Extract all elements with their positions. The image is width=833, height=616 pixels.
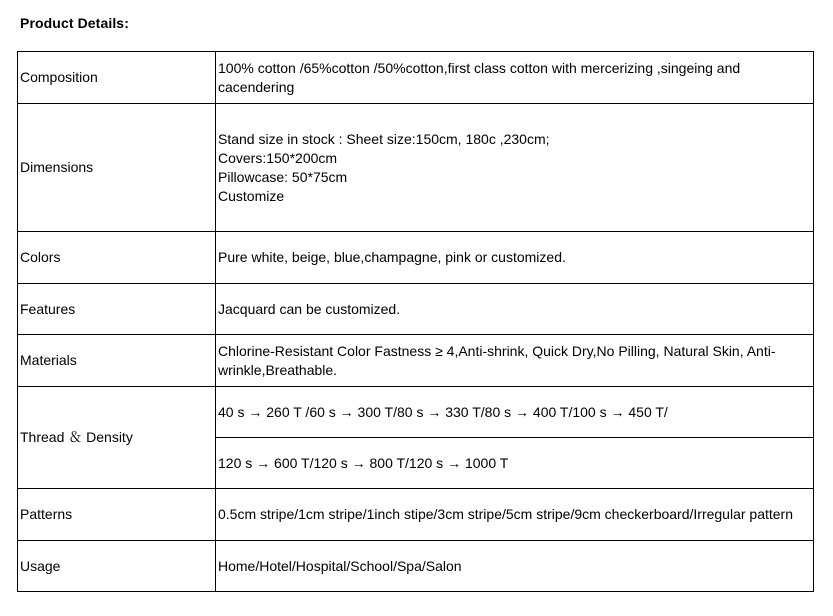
row-value-features: Jacquard can be customized. xyxy=(216,284,814,335)
table-row-dimensions xyxy=(18,104,814,232)
section-heading: Product Details: xyxy=(20,15,129,31)
table-row-materials xyxy=(18,335,814,387)
row-label-patterns: Patterns xyxy=(18,489,216,541)
row-value-thread-density-2: 120 s → 600 T/120 s → 800 T/120 s → 1000 T xyxy=(216,438,814,489)
dimensions-line-customize: Customize xyxy=(218,187,285,204)
table-row-features xyxy=(18,284,814,335)
table-row-usage xyxy=(18,541,814,592)
table-row-composition xyxy=(18,52,814,104)
product-details-table xyxy=(17,51,814,592)
row-value-thread-density-1: 40 s → 260 T /60 s → 300 T/80 s → 330 T/80 s → 400 T/100 s → 450 T/ xyxy=(216,387,814,438)
row-value-composition: 100% cotton /65%cotton /50%cotton,first class cotton with mercerizing ,singeing and cacendering xyxy=(216,52,814,104)
row-value-dimensions xyxy=(216,104,814,232)
row-label-features: Features xyxy=(18,284,216,335)
row-label-dimensions: Dimensions xyxy=(18,104,216,232)
dimensions-line-stock: Stand size in stock : Sheet size:150cm, 180c ,230cm; xyxy=(218,130,550,147)
row-value-colors: Pure white, beige, blue,champagne, pink or customized. xyxy=(216,232,814,284)
row-label-colors: Colors xyxy=(18,232,216,284)
row-label-materials: Materials xyxy=(18,335,216,387)
table-row-colors xyxy=(18,232,814,284)
table-row-patterns xyxy=(18,489,814,541)
row-value-usage: Home/Hotel/Hospital/School/Spa/Salon xyxy=(216,541,814,592)
dimensions-line-pillowcase: Pillowcase: 50*75cm xyxy=(218,168,348,185)
row-value-patterns: 0.5cm stripe/1cm stripe/1inch stipe/3cm stripe/5cm stripe/9cm checkerboard/Irregular pattern xyxy=(216,489,814,541)
row-label-usage: Usage xyxy=(18,541,216,592)
row-value-materials: Chlorine-Resistant Color Fastness ≥ 4,Anti-shrink, Quick Dry,No Pilling, Natural Skin, Anti-wrinkle,Breathable. xyxy=(216,335,814,387)
table-row-thread-density xyxy=(18,387,814,438)
row-label-composition: Composition xyxy=(18,52,216,104)
row-label-thread-density: Thread ＆ Density xyxy=(18,387,216,489)
dimensions-line-covers: Covers:150*200cm xyxy=(218,149,338,166)
